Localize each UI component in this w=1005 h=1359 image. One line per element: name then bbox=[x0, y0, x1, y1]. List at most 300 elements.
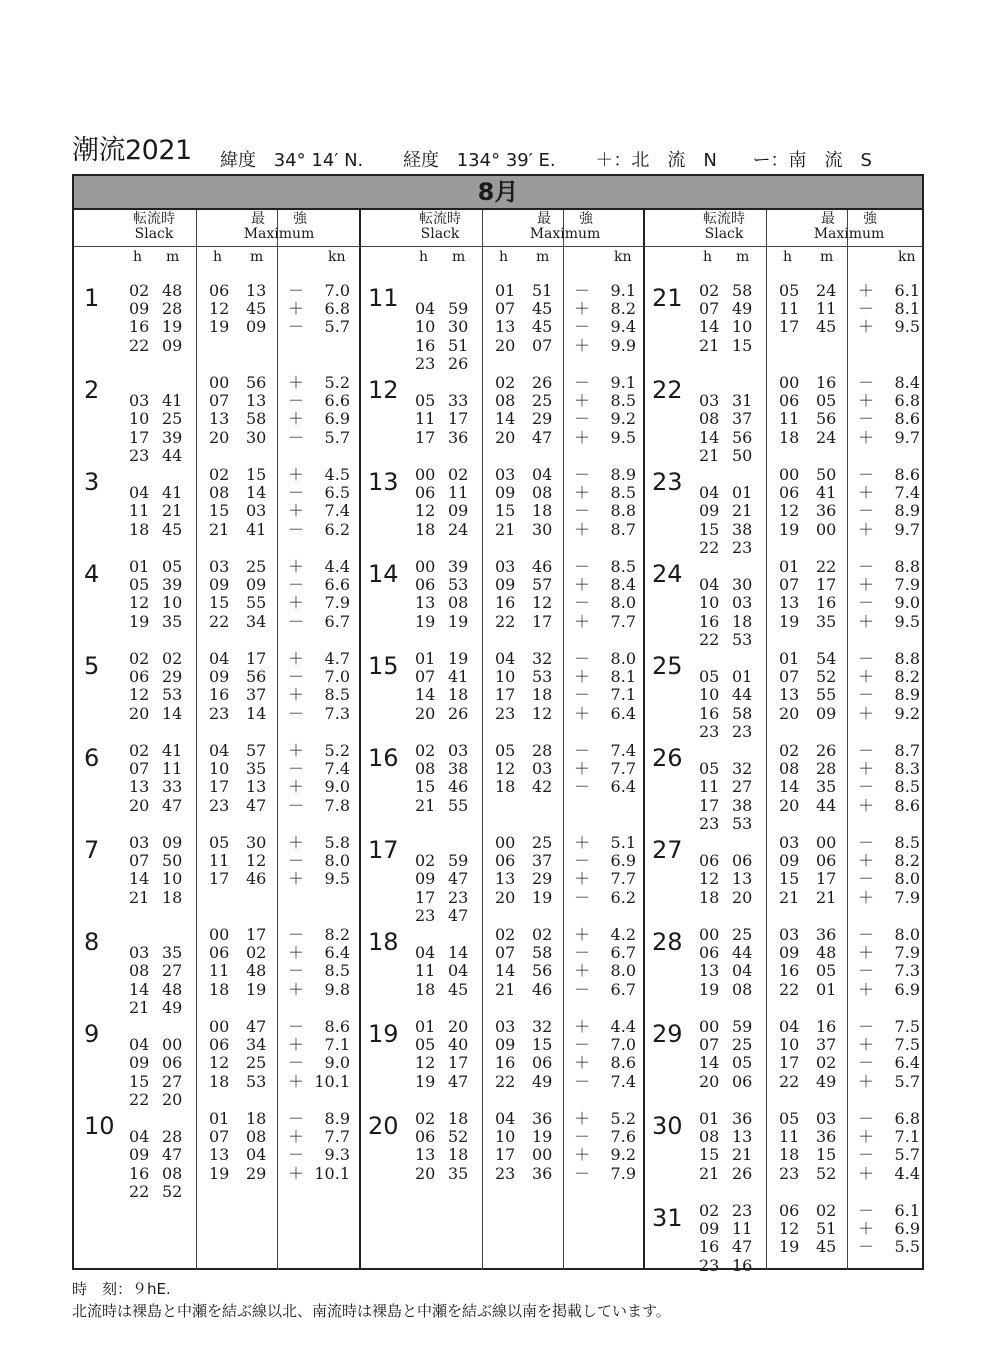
max-speed: 7.9 bbox=[894, 887, 920, 907]
max-speed: 6.9 bbox=[894, 1219, 920, 1239]
max-hour: 15 bbox=[209, 593, 230, 613]
max-minute: 13 bbox=[246, 281, 267, 300]
max-minute: 16 bbox=[816, 593, 837, 613]
flow-sign: ＋ bbox=[574, 869, 591, 889]
flow-sign: － bbox=[858, 409, 875, 429]
slack-hour: 04 bbox=[699, 483, 720, 503]
max-speed: 8.5 bbox=[610, 483, 636, 503]
max-minute: 12 bbox=[246, 851, 267, 871]
slack-hour: 18 bbox=[415, 979, 436, 999]
max-hour: 18 bbox=[209, 1071, 230, 1091]
max-minute: 11 bbox=[816, 299, 837, 319]
flow-sign: － bbox=[288, 1145, 305, 1165]
slack-hour: 09 bbox=[129, 1053, 150, 1073]
slack-hour: 10 bbox=[699, 685, 720, 705]
unit-m: m bbox=[736, 249, 750, 265]
max-minute: 30 bbox=[246, 427, 267, 447]
flow-sign: － bbox=[574, 281, 591, 300]
flow-sign: ＋ bbox=[288, 1071, 305, 1091]
flow-sign: ＋ bbox=[288, 299, 305, 319]
slack-minute: 08 bbox=[448, 593, 469, 613]
max-speed: 6.5 bbox=[324, 483, 350, 503]
slack-hour: 06 bbox=[699, 943, 720, 963]
slack-hour: 16 bbox=[699, 703, 720, 723]
max-speed: 8.8 bbox=[610, 501, 636, 521]
slack-minute: 46 bbox=[448, 777, 469, 797]
max-minute: 48 bbox=[816, 943, 837, 963]
max-minute: 05 bbox=[816, 961, 837, 981]
max-hour: 05 bbox=[779, 1109, 800, 1128]
max-speed: 6.1 bbox=[894, 281, 920, 300]
day-number: 25 bbox=[652, 652, 683, 680]
max-hour: 01 bbox=[495, 281, 516, 300]
slack-hour: 13 bbox=[129, 777, 150, 797]
maximum-header-en: Maximum bbox=[813, 226, 885, 242]
slack-hour: 05 bbox=[415, 1035, 436, 1055]
max-minute: 28 bbox=[532, 741, 553, 760]
max-minute: 46 bbox=[246, 869, 267, 889]
max-hour: 22 bbox=[779, 979, 800, 999]
maximum-header bbox=[495, 212, 635, 242]
max-hour: 21 bbox=[209, 519, 230, 539]
max-hour: 05 bbox=[209, 833, 230, 852]
max-speed: 8.4 bbox=[610, 575, 636, 595]
slack-hour: 10 bbox=[415, 317, 436, 337]
max-speed: 8.6 bbox=[610, 1053, 636, 1073]
max-minute: 25 bbox=[532, 833, 553, 852]
slack-minute: 04 bbox=[732, 961, 753, 981]
max-hour: 15 bbox=[779, 869, 800, 889]
slack-hour: 02 bbox=[415, 1109, 436, 1128]
slack-hour: 06 bbox=[415, 483, 436, 503]
max-hour: 02 bbox=[779, 741, 800, 760]
slack-hour: 16 bbox=[129, 1163, 150, 1183]
max-speed: 6.8 bbox=[894, 391, 920, 411]
max-hour: 13 bbox=[495, 317, 516, 337]
max-speed: 8.3 bbox=[894, 759, 920, 779]
max-hour: 15 bbox=[209, 501, 230, 521]
slack-minute: 39 bbox=[162, 427, 183, 447]
max-speed: 5.2 bbox=[610, 1109, 636, 1128]
flow-sign: － bbox=[858, 961, 875, 981]
flow-sign: － bbox=[574, 777, 591, 797]
max-speed: 8.1 bbox=[894, 299, 920, 319]
slack-hour: 19 bbox=[699, 979, 720, 999]
slack-hour: 10 bbox=[699, 593, 720, 613]
slack-minute: 02 bbox=[448, 465, 469, 484]
max-minute: 04 bbox=[246, 1145, 267, 1165]
slack-hour: 03 bbox=[129, 391, 150, 411]
max-minute: 54 bbox=[816, 649, 837, 668]
slack-minute: 13 bbox=[732, 1127, 753, 1147]
slack-hour: 12 bbox=[415, 1053, 436, 1073]
flow-sign: ＋ bbox=[288, 1035, 305, 1055]
flow-sign: ＋ bbox=[858, 1127, 875, 1147]
flow-sign: － bbox=[288, 427, 305, 447]
slack-minute: 36 bbox=[448, 427, 469, 447]
slack-minute: 17 bbox=[448, 1053, 469, 1073]
max-speed: 4.4 bbox=[610, 1017, 636, 1036]
max-hour: 06 bbox=[495, 851, 516, 871]
max-hour: 01 bbox=[779, 649, 800, 668]
max-speed: 9.8 bbox=[324, 979, 350, 999]
max-speed: 7.0 bbox=[324, 281, 350, 300]
max-hour: 03 bbox=[209, 557, 230, 576]
max-minute: 18 bbox=[246, 1109, 267, 1128]
slack-hour: 09 bbox=[129, 299, 150, 319]
max-hour: 06 bbox=[779, 1201, 800, 1220]
max-hour: 10 bbox=[495, 1127, 516, 1147]
max-minute: 45 bbox=[816, 1237, 837, 1257]
flow-sign: ＋ bbox=[858, 1071, 875, 1091]
footer-time-note: 時 刻：９hE. bbox=[72, 1280, 171, 1298]
slack-minute: 58 bbox=[732, 703, 753, 723]
max-hour: 14 bbox=[495, 409, 516, 429]
max-speed: 4.5 bbox=[324, 465, 350, 484]
max-hour: 23 bbox=[779, 1163, 800, 1183]
slack-hour: 22 bbox=[129, 335, 150, 355]
slack-minute: 21 bbox=[732, 501, 753, 521]
slack-minute: 20 bbox=[162, 1089, 183, 1109]
max-hour: 11 bbox=[779, 409, 800, 429]
max-hour: 22 bbox=[495, 1071, 516, 1091]
slack-hour: 02 bbox=[129, 281, 150, 300]
max-speed: 7.9 bbox=[324, 593, 350, 613]
slack-minute: 23 bbox=[732, 1201, 753, 1220]
max-minute: 03 bbox=[816, 1109, 837, 1128]
max-hour: 16 bbox=[209, 685, 230, 705]
slack-hour: 20 bbox=[415, 703, 436, 723]
slack-minute: 23 bbox=[448, 887, 469, 907]
max-minute: 06 bbox=[816, 851, 837, 871]
slack-minute: 30 bbox=[448, 317, 469, 337]
slack-minute: 24 bbox=[448, 519, 469, 539]
max-hour: 07 bbox=[779, 667, 800, 687]
slack-minute: 56 bbox=[732, 427, 753, 447]
max-hour: 13 bbox=[779, 593, 800, 613]
max-minute: 29 bbox=[532, 409, 553, 429]
flow-sign: ＋ bbox=[574, 1053, 591, 1073]
slack-hour: 11 bbox=[415, 409, 436, 429]
unit-kn: kn bbox=[328, 249, 346, 265]
max-minute: 02 bbox=[246, 943, 267, 963]
flow-sign: ＋ bbox=[288, 685, 305, 705]
flow-sign: － bbox=[858, 1017, 875, 1036]
max-speed: 9.5 bbox=[894, 317, 920, 337]
slack-minute: 51 bbox=[448, 335, 469, 355]
day-number: 20 bbox=[368, 1112, 399, 1140]
max-hour: 10 bbox=[779, 1035, 800, 1055]
max-minute: 36 bbox=[532, 1109, 553, 1128]
max-hour: 16 bbox=[779, 961, 800, 981]
flow-sign: － bbox=[858, 593, 875, 613]
max-minute: 00 bbox=[532, 1145, 553, 1165]
max-minute: 30 bbox=[246, 833, 267, 852]
max-speed: 4.4 bbox=[324, 557, 350, 576]
max-speed: 9.9 bbox=[610, 335, 636, 355]
panel-1 bbox=[74, 210, 359, 1270]
max-minute: 00 bbox=[816, 519, 837, 539]
max-speed: 5.7 bbox=[894, 1071, 920, 1091]
slack-hour: 04 bbox=[129, 1127, 150, 1147]
unit-m: m bbox=[536, 249, 550, 265]
max-speed: 6.1 bbox=[894, 1201, 920, 1220]
max-speed: 8.0 bbox=[324, 851, 350, 871]
max-minute: 58 bbox=[532, 943, 553, 963]
slack-hour: 19 bbox=[129, 611, 150, 631]
flow-sign: ＋ bbox=[858, 483, 875, 503]
plus-legend: ＋：北 流 N bbox=[595, 150, 717, 171]
slack-minute: 28 bbox=[162, 1127, 183, 1147]
max-hour: 17 bbox=[779, 1053, 800, 1073]
day-number: 14 bbox=[368, 560, 399, 588]
slack-minute: 16 bbox=[732, 1255, 753, 1275]
max-speed: 5.7 bbox=[324, 427, 350, 447]
slack-minute: 36 bbox=[732, 1109, 753, 1128]
flow-sign: － bbox=[574, 501, 591, 521]
max-speed: 8.7 bbox=[894, 741, 920, 760]
day-number: 2 bbox=[84, 376, 100, 404]
max-minute: 37 bbox=[532, 851, 553, 871]
slack-minute: 05 bbox=[162, 557, 183, 576]
max-speed: 8.2 bbox=[324, 925, 350, 944]
slack-header-jp: 転流時 bbox=[703, 211, 745, 227]
max-minute: 06 bbox=[532, 1053, 553, 1073]
day-number: 22 bbox=[652, 376, 683, 404]
max-hour: 23 bbox=[495, 703, 516, 723]
flow-sign: － bbox=[288, 961, 305, 981]
slack-hour: 08 bbox=[415, 759, 436, 779]
flow-sign: ＋ bbox=[858, 979, 875, 999]
slack-hour: 14 bbox=[699, 1053, 720, 1073]
flow-sign: － bbox=[858, 869, 875, 889]
flow-sign: ＋ bbox=[574, 833, 591, 852]
slack-hour: 05 bbox=[129, 575, 150, 595]
slack-hour: 12 bbox=[129, 685, 150, 705]
flow-sign: － bbox=[858, 777, 875, 797]
flow-sign: ＋ bbox=[574, 611, 591, 631]
flow-sign: － bbox=[858, 299, 875, 319]
max-minute: 56 bbox=[246, 373, 267, 392]
slack-minute: 19 bbox=[448, 649, 469, 668]
slack-hour: 14 bbox=[129, 869, 150, 889]
flow-sign: － bbox=[574, 887, 591, 907]
max-hour: 06 bbox=[209, 281, 230, 300]
max-minute: 32 bbox=[532, 1017, 553, 1036]
max-speed: 7.7 bbox=[610, 611, 636, 631]
max-hour: 21 bbox=[495, 519, 516, 539]
flow-sign: － bbox=[288, 391, 305, 411]
max-minute: 15 bbox=[246, 465, 267, 484]
max-speed: 4.7 bbox=[324, 649, 350, 668]
slack-minute: 41 bbox=[448, 667, 469, 687]
flow-sign: － bbox=[288, 925, 305, 944]
flow-sign: － bbox=[574, 741, 591, 760]
max-hour: 16 bbox=[495, 593, 516, 613]
slack-minute: 47 bbox=[448, 1071, 469, 1091]
latitude-value: 34° 14′ N. bbox=[273, 150, 364, 171]
slack-minute: 19 bbox=[162, 317, 183, 337]
max-hour: 00 bbox=[209, 925, 230, 944]
max-speed: 6.7 bbox=[610, 943, 636, 963]
slack-hour: 20 bbox=[129, 703, 150, 723]
max-speed: 5.7 bbox=[894, 1145, 920, 1165]
max-hour: 09 bbox=[495, 1035, 516, 1055]
slack-header bbox=[684, 212, 764, 242]
maximum-header-en: Maximum bbox=[529, 226, 601, 242]
max-hour: 20 bbox=[495, 335, 516, 355]
max-minute: 51 bbox=[816, 1219, 837, 1239]
max-speed: 4.2 bbox=[610, 925, 636, 944]
slack-hour: 04 bbox=[415, 299, 436, 319]
flow-sign: － bbox=[574, 979, 591, 999]
minus-legend: ー：南 流 S bbox=[752, 150, 872, 171]
flow-sign: － bbox=[288, 483, 305, 503]
max-hour: 13 bbox=[209, 409, 230, 429]
day-number: 18 bbox=[368, 928, 399, 956]
slack-minute: 39 bbox=[162, 575, 183, 595]
max-hour: 20 bbox=[779, 795, 800, 815]
max-hour: 11 bbox=[779, 299, 800, 319]
max-speed: 8.5 bbox=[894, 833, 920, 852]
slack-minute: 18 bbox=[732, 611, 753, 631]
max-minute: 08 bbox=[246, 1127, 267, 1147]
slack-hour: 17 bbox=[415, 887, 436, 907]
flow-sign: ＋ bbox=[858, 851, 875, 871]
max-minute: 24 bbox=[816, 427, 837, 447]
max-hour: 00 bbox=[209, 1017, 230, 1036]
max-minute: 53 bbox=[532, 667, 553, 687]
max-speed: 6.7 bbox=[324, 611, 350, 631]
flow-sign: － bbox=[288, 1053, 305, 1073]
unit-kn: kn bbox=[614, 249, 632, 265]
slack-minute: 30 bbox=[732, 575, 753, 595]
flow-sign: ＋ bbox=[288, 409, 305, 429]
slack-hour: 15 bbox=[699, 1145, 720, 1165]
flow-sign: － bbox=[858, 1237, 875, 1257]
max-hour: 19 bbox=[779, 519, 800, 539]
max-minute: 47 bbox=[246, 795, 267, 815]
slack-minute: 40 bbox=[448, 1035, 469, 1055]
max-hour: 00 bbox=[779, 465, 800, 484]
flow-sign: ＋ bbox=[574, 925, 591, 944]
slack-hour: 13 bbox=[415, 1145, 436, 1165]
slack-minute: 10 bbox=[162, 593, 183, 613]
max-speed: 9.7 bbox=[894, 519, 920, 539]
slack-hour: 16 bbox=[699, 611, 720, 631]
slack-minute: 44 bbox=[732, 943, 753, 963]
max-speed: 7.4 bbox=[610, 741, 636, 760]
flow-sign: ＋ bbox=[574, 759, 591, 779]
max-hour: 02 bbox=[495, 373, 516, 392]
flow-sign: － bbox=[574, 373, 591, 392]
max-hour: 00 bbox=[779, 373, 800, 392]
slack-hour: 10 bbox=[129, 409, 150, 429]
maximum-header bbox=[209, 212, 349, 242]
flow-sign: ＋ bbox=[858, 281, 875, 300]
day-number: 27 bbox=[652, 836, 683, 864]
unit-m: m bbox=[820, 249, 834, 265]
max-speed: 6.4 bbox=[894, 1053, 920, 1073]
day-number: 4 bbox=[84, 560, 100, 588]
slack-hour: 01 bbox=[699, 1109, 720, 1128]
flow-sign: － bbox=[574, 1127, 591, 1147]
slack-hour: 22 bbox=[699, 629, 720, 649]
unit-h: h bbox=[783, 249, 793, 265]
max-hour: 10 bbox=[209, 759, 230, 779]
max-minute: 53 bbox=[246, 1071, 267, 1091]
slack-minute: 47 bbox=[162, 795, 183, 815]
slack-hour: 23 bbox=[699, 813, 720, 833]
flow-sign: ＋ bbox=[288, 979, 305, 999]
max-speed: 4.4 bbox=[894, 1163, 920, 1183]
max-speed: 7.5 bbox=[894, 1017, 920, 1036]
slack-hour: 16 bbox=[699, 1237, 720, 1257]
max-speed: 7.9 bbox=[610, 1163, 636, 1183]
flow-sign: － bbox=[858, 557, 875, 576]
slack-hour: 18 bbox=[129, 519, 150, 539]
max-minute: 17 bbox=[246, 925, 267, 944]
max-minute: 52 bbox=[816, 1163, 837, 1183]
max-minute: 29 bbox=[532, 869, 553, 889]
day-number: 29 bbox=[652, 1020, 683, 1048]
max-speed: 7.4 bbox=[324, 759, 350, 779]
max-minute: 02 bbox=[816, 1053, 837, 1073]
slack-hour: 17 bbox=[699, 795, 720, 815]
slack-minute: 28 bbox=[162, 299, 183, 319]
slack-minute: 01 bbox=[732, 483, 753, 503]
max-minute: 03 bbox=[246, 501, 267, 521]
max-hour: 21 bbox=[495, 979, 516, 999]
max-minute: 25 bbox=[246, 1053, 267, 1073]
slack-minute: 17 bbox=[448, 409, 469, 429]
day-number: 6 bbox=[84, 744, 100, 772]
max-hour: 09 bbox=[779, 851, 800, 871]
day-number: 17 bbox=[368, 836, 399, 864]
slack-hour: 14 bbox=[415, 685, 436, 705]
max-minute: 45 bbox=[532, 299, 553, 319]
max-hour: 22 bbox=[779, 1071, 800, 1091]
slack-minute: 11 bbox=[162, 759, 183, 779]
max-minute: 15 bbox=[532, 1035, 553, 1055]
flow-sign: ＋ bbox=[574, 391, 591, 411]
max-minute: 56 bbox=[816, 409, 837, 429]
max-hour: 13 bbox=[495, 869, 516, 889]
max-minute: 26 bbox=[532, 373, 553, 392]
max-minute: 17 bbox=[246, 649, 267, 668]
max-minute: 30 bbox=[532, 519, 553, 539]
slack-hour: 06 bbox=[699, 851, 720, 871]
flow-sign: － bbox=[858, 741, 875, 760]
max-speed: 9.1 bbox=[610, 281, 636, 300]
max-speed: 8.5 bbox=[324, 961, 350, 981]
slack-hour: 03 bbox=[699, 391, 720, 411]
day-number: 19 bbox=[368, 1020, 399, 1048]
max-hour: 07 bbox=[495, 943, 516, 963]
max-speed: 9.1 bbox=[610, 373, 636, 392]
max-minute: 50 bbox=[816, 465, 837, 484]
day-number: 31 bbox=[652, 1204, 683, 1232]
slack-hour: 07 bbox=[129, 851, 150, 871]
max-minute: 09 bbox=[246, 575, 267, 595]
slack-hour: 20 bbox=[699, 1071, 720, 1091]
flow-sign: ＋ bbox=[288, 1127, 305, 1147]
max-hour: 13 bbox=[779, 685, 800, 705]
max-minute: 51 bbox=[532, 281, 553, 300]
max-minute: 36 bbox=[816, 925, 837, 944]
max-hour: 20 bbox=[209, 427, 230, 447]
max-minute: 00 bbox=[816, 833, 837, 852]
